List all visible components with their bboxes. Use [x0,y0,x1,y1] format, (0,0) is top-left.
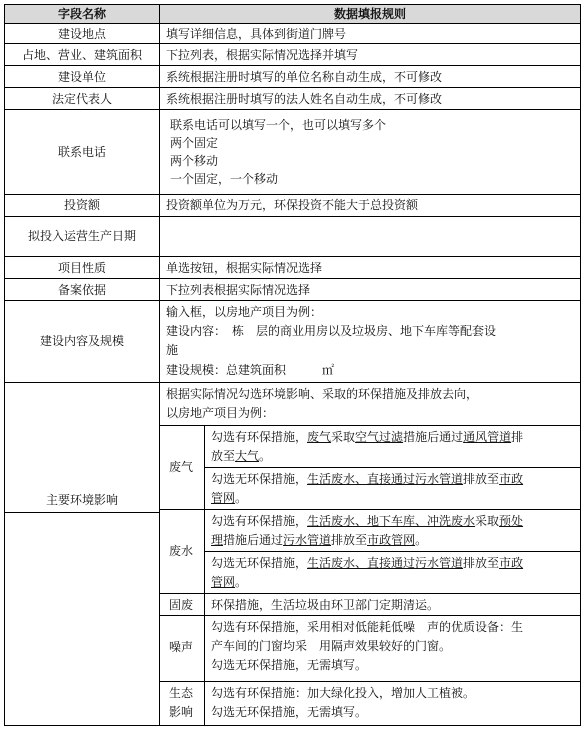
table-border [4,725,581,726]
env-rule-line: 管网。 [211,491,248,505]
env-rule-line: 勾选有环保措施，采用相对低能耗低噪 声的优质设备：生 [211,620,524,634]
field-name: 主要环境影响 [45,493,119,507]
env-category-label: 噪声 [168,640,194,654]
env-rule-line: 勾选无环保措施，生活废水、直接通过污水管道排放至市政 [211,556,524,570]
field-name: 联系电话 [57,145,107,159]
field-name: 建设单位 [57,70,107,84]
env-rule-line: 管网。 [211,575,248,589]
table-border [4,278,581,279]
env-rule-line: 勾选有环保措施，废气采取空气过滤措施后通过通风管道排 [211,430,524,444]
table-border [4,512,159,513]
field-name: 建设内容及规模 [39,334,125,348]
table-border [4,300,581,301]
field-rule: 单选按钮，根据实际情况选择 [166,261,323,275]
env-rule-line: 产车间的门窗均采 用隔声效果较好的门窗。 [211,639,452,653]
field-rule-line: 联系电话可以填写一个，也可以填写多个 [170,118,387,132]
field-name: 拟投入运营生产日期 [27,229,137,243]
table-border [159,681,581,682]
env-rule-line: 勾选无环保措施，无需填写。 [211,658,368,672]
table-border [159,593,581,594]
env-intro-line: 根据实际情况勾选环境影响、采取的环保措施及排放去向， [166,387,479,401]
field-rule-line: 输入框，以房地产项目为例： [166,305,323,319]
env-category-label: 固废 [168,598,194,612]
table-border [159,509,581,510]
table-border [4,4,581,5]
table-border [4,87,581,88]
header-fill-rule: 数据填报规则 [333,7,407,21]
field-name: 占地、营业、建筑面积 [21,48,143,62]
field-rule: 系统根据注册时填写的法人姓名自动生成，不可修改 [166,92,443,106]
field-rule-line: 建设内容： 栋 层的商业用房以及垃圾房、地下车库等配套设 [166,324,497,338]
env-rule-line: 勾选无环保措施，无需填写。 [211,705,368,719]
field-rule-line: 施 [166,343,179,357]
env-rule-line: 放至大气。 [211,449,272,463]
table-border [4,23,581,24]
table-border [159,615,581,616]
table-border [159,425,581,426]
env-category-label: 生态 [168,686,194,700]
field-rule: 填写详细信息，具体到街道门牌号 [166,27,347,41]
table-border [4,382,581,383]
header-field-name: 字段名称 [57,7,107,21]
env-category-label: 废水 [168,544,194,558]
table-border [204,467,581,468]
table-border [4,216,581,217]
table-border [4,194,581,195]
field-name: 投资额 [63,198,101,212]
env-rule-line: 勾选无环保措施，生活废水、直接通过污水管道排放至市政 [211,472,524,486]
table-border [204,551,581,552]
field-rule-line: 两个移动 [170,154,219,168]
field-rule: 投资额单位为万元，环保投资不能大于总投资额 [166,198,419,212]
table-border [159,4,160,726]
field-name: 建设地点 [57,27,107,41]
field-rule: 系统根据注册时填写的单位名称自动生成，不可修改 [166,70,443,84]
field-name: 项目性质 [57,261,107,275]
field-name: 法定代表人 [51,92,113,106]
env-rule-line: 勾选有环保措施，生活废水、地下车库、冲洗废水采取预处 [211,514,524,528]
env-rule-line: 理措施后通过污水管道排放至市政管网。 [211,533,428,547]
field-rule: 下拉列表，根据实际情况选择并填写 [166,48,359,62]
table-border [4,256,581,257]
field-rule-line: 建设规模：总建筑面积 ㎡ [166,363,335,377]
env-rule-line: 环保措施，生活垃圾由环卫部门定期清运。 [211,598,440,612]
env-category-label: 废气 [168,460,194,474]
table-border [580,4,581,726]
field-name: 备案依据 [57,283,107,297]
field-rule-line: 一个固定，一个移动 [170,172,279,186]
env-intro-line: 以房地产项目为例： [166,406,275,420]
table-border [4,43,581,44]
env-category-label: 影响 [168,705,194,719]
field-rule: 下拉列表根据实际情况选择 [166,283,311,297]
table-border [204,425,205,726]
table-border [4,109,581,110]
table-border [4,4,5,726]
env-rule-line: 勾选有环保措施：加大绿化投入，增加人工植被。 [211,686,476,700]
field-rule-line: 两个固定 [170,136,219,150]
table-border [4,65,581,66]
